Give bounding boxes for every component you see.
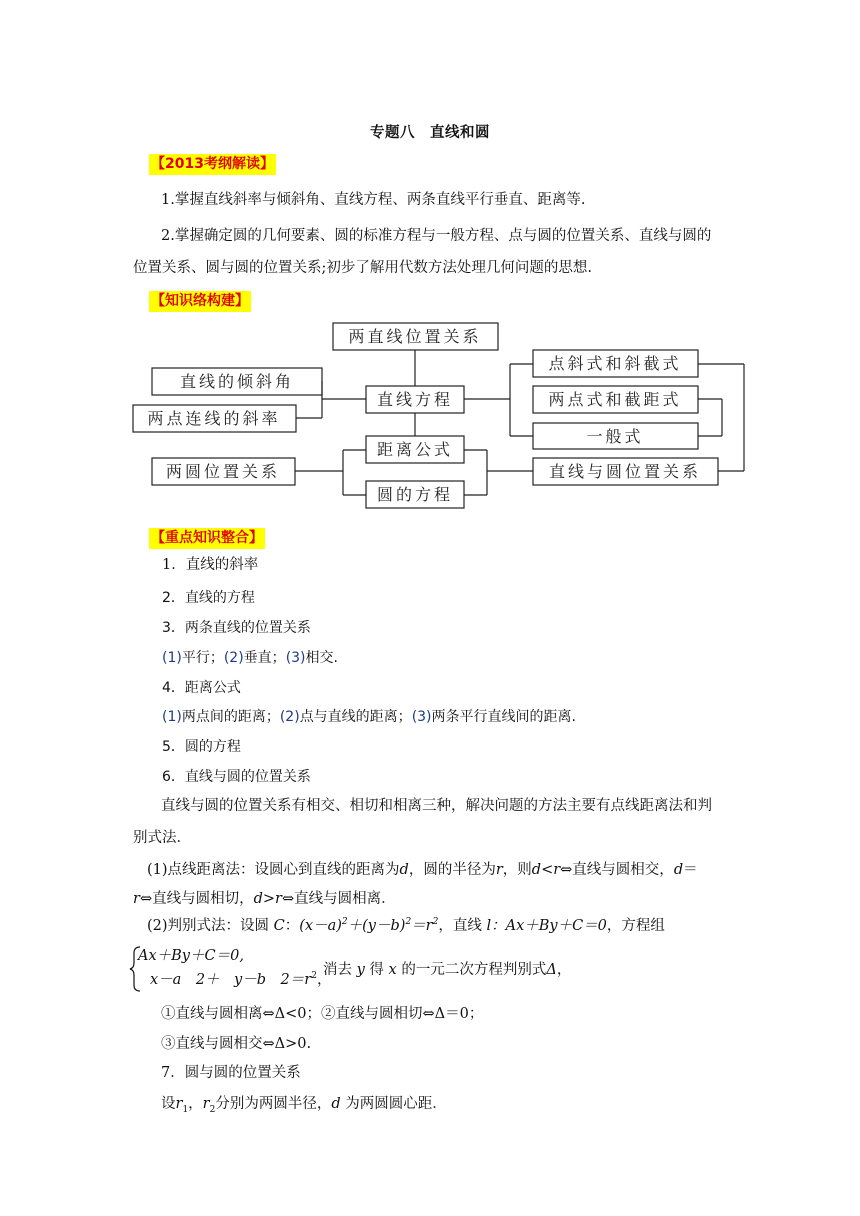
key-item-4-subs: (1)两点间的距离；(2)点与直线的距离；(3)两条平行直线间的距离. — [162, 709, 576, 725]
label-distance-formula: 距离公式 — [376, 440, 454, 459]
label-two-circles-relation: 两圆位置关系 — [165, 462, 281, 481]
label-two-lines-relation: 两直线位置关系 — [348, 327, 482, 346]
key-item-7: 7．圆与圆的位置关系 — [161, 1065, 301, 1081]
system-line2: x－a 2＋ y－b $2=r^2$， — [150, 971, 332, 988]
label-inclination: 直线的倾斜角 — [179, 372, 295, 391]
outline-item-2-line2: 位置关系、圆与圆的位置关系;初步了解用代数方法处理几何问题的思想. — [133, 260, 592, 276]
section-tag-outline: 【2013考纲解读】 — [149, 153, 276, 173]
system-line1: Ax＋By＋C＝0, — [138, 948, 244, 964]
page-title: 专题八 直线和圆 — [370, 125, 490, 141]
case-line1: ①直线与圆相离⇔Δ<0；②直线与圆相切⇔Δ＝0； — [161, 1006, 484, 1022]
label-general-form: 一般式 — [586, 427, 644, 446]
label-slope-two-points: 两点连线的斜率 — [147, 409, 281, 428]
knowledge-diagram — [0, 0, 860, 530]
method-1-line1: (1)点线距离法：设圆心到直线的距离为d，圆的半径为r，则d<r⇔直线与圆相交，d＝ — [147, 862, 698, 878]
key-item-2: 2．直线的方程 — [162, 590, 255, 606]
method-2-line1: (2)判别式法：设圆 C：$(x-a)^2+(y-b)^2=r^2$，直线 l：Ax＋By＋C＝0，方程组 — [147, 917, 665, 934]
system-after: 消去 y 得 x 的一元二次方程判别式Δ， — [323, 962, 572, 978]
label-line-equation: 直线方程 — [376, 390, 454, 409]
key-item-7-desc: 设$r_1$，$r_2$分别为两圆半径，d 为两圆圆心距． — [161, 1096, 447, 1115]
section-tag-knowledge: 【知识络构建】 — [149, 290, 251, 310]
outline-item-2-line1: 2.掌握确定圆的几何要素、圆的标准方程与一般方程、点与圆的位置关系、直线与圆的 — [161, 228, 712, 244]
label-point-slope: 点斜式和斜截式 — [548, 354, 682, 373]
key-item-3-subs: (1)平行；(2)垂直；(3)相交. — [162, 650, 338, 666]
key-item-6: 6．直线与圆的位置关系 — [162, 769, 311, 785]
label-two-point-intercept: 两点式和截距式 — [548, 390, 682, 409]
key-item-3: 3．两条直线的位置关系 — [162, 620, 311, 636]
label-circle-equation: 圆的方程 — [376, 485, 454, 504]
key-item-4: 4．距离公式 — [162, 680, 241, 696]
method-1-line2: r⇔直线与圆相切，d>r⇔直线与圆相离． — [133, 891, 396, 907]
label-line-circle-relation: 直线与圆位置关系 — [548, 462, 702, 481]
key-item-5: 5．圆的方程 — [162, 739, 241, 755]
key-6-intro-line1: 直线与圆的位置关系有相交、相切和相离三种，解决问题的方法主要有点线距离法和判 — [161, 798, 712, 814]
case-line2: ③直线与圆相交⇔Δ>0. — [161, 1036, 312, 1052]
section-tag-key: 【重点知识整合】 — [149, 527, 265, 547]
key-item-1: 1．直线的斜率 — [162, 557, 259, 573]
key-6-intro-line2: 别式法． — [133, 830, 191, 846]
outline-item-1: 1.掌握直线斜率与倾斜角、直线方程、两条直线平行垂直、距离等. — [161, 192, 586, 208]
